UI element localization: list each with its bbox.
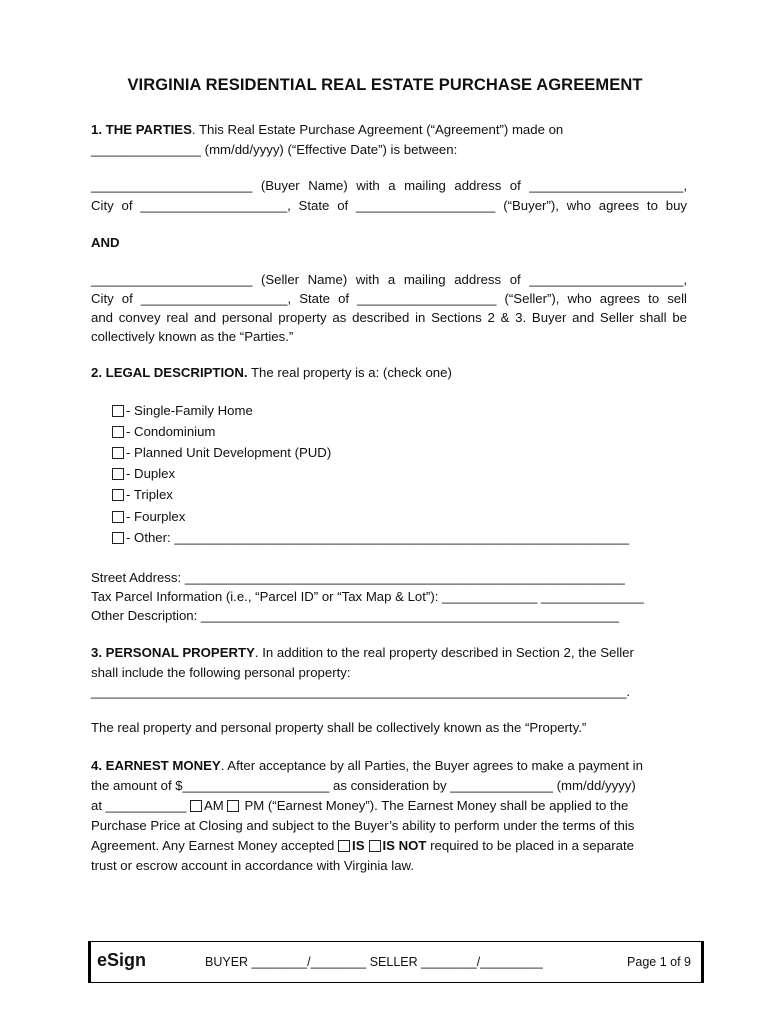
seller-line-4: collectively known as the “Parties.” bbox=[91, 329, 294, 344]
buyer-line-2[interactable]: City of ____________________, State of ___________________ (“Buyer”), who agrees to buy bbox=[91, 198, 687, 213]
section-4-line-3: at ___________ AM PM (“Earnest Money”). The Earnest Money shall be applied to the bbox=[91, 798, 629, 813]
document-title: VIRGINIA RESIDENTIAL REAL ESTATE PURCHASE AGREEMENT bbox=[127, 76, 643, 94]
page-footer bbox=[88, 941, 704, 983]
street-address-field[interactable]: Street Address: ____________________________________________________________ bbox=[91, 570, 625, 585]
pm-checkbox[interactable] bbox=[227, 800, 239, 812]
section-3-heading: 3. PERSONAL PROPERTY bbox=[91, 645, 255, 660]
page-number: Page 1 of 9 bbox=[627, 955, 691, 969]
seller-line-2[interactable]: City of ____________________, State of ___________________ (“Seller”), who agrees to sell bbox=[91, 291, 687, 306]
esign-logo: eSign bbox=[97, 950, 147, 970]
section-3-line-2: shall include the following personal property: bbox=[91, 665, 351, 680]
other-description-field[interactable]: Other Description: _________________________________________________________ bbox=[91, 608, 619, 623]
section-3-line-1: 3. PERSONAL PROPERTY. In addition to the real property described in Section 2, the Seller bbox=[91, 645, 634, 660]
section-4-line-2[interactable]: the amount of $____________________ as consideration by ______________ (mm/dd/yyyy) bbox=[91, 778, 636, 793]
checkbox[interactable] bbox=[112, 447, 124, 459]
and-label: AND bbox=[91, 235, 120, 250]
section-4-line-4: Purchase Price at Closing and subject to the Buyer’s ability to perform under the terms of this bbox=[91, 818, 635, 833]
is-checkbox[interactable] bbox=[338, 840, 350, 852]
am-checkbox[interactable] bbox=[190, 800, 202, 812]
section-1-line-1: 1. THE PARTIES. This Real Estate Purchase Agreement (“Agreement”) made on bbox=[91, 122, 564, 137]
checkbox[interactable] bbox=[112, 468, 124, 480]
tax-parcel-field[interactable]: Tax Parcel Information (i.e., “Parcel ID” or “Tax Map & Lot”): _____________ ______________ bbox=[91, 589, 644, 604]
option-condominium[interactable]: - Condominium bbox=[112, 423, 215, 441]
section-2-line: 2. LEGAL DESCRIPTION. The real property is a: (check one) bbox=[91, 365, 452, 380]
checkbox[interactable] bbox=[112, 426, 124, 438]
property-note: The real property and personal property shall be collectively known as the “Property.” bbox=[91, 720, 587, 735]
option-other[interactable]: - Other: ______________________________________________________________ bbox=[112, 529, 629, 547]
option-single-family[interactable]: - Single-Family Home bbox=[112, 402, 253, 420]
option-duplex[interactable]: - Duplex bbox=[112, 465, 175, 483]
section-4-heading: 4. EARNEST MONEY bbox=[91, 758, 221, 773]
section-4-line-1: 4. EARNEST MONEY. After acceptance by all Parties, the Buyer agrees to make a payment in bbox=[91, 758, 643, 773]
section-2-heading: 2. LEGAL DESCRIPTION. bbox=[91, 365, 248, 380]
option-fourplex[interactable]: - Fourplex bbox=[112, 508, 185, 526]
section-1-heading: 1. THE PARTIES bbox=[91, 122, 192, 137]
buyer-line-1[interactable]: ______________________ (Buyer Name) with a mailing address of _____________________, bbox=[91, 178, 687, 193]
initials-line[interactable]: BUYER ________/________ SELLER ________/_________ bbox=[205, 955, 543, 969]
option-triplex[interactable]: - Triplex bbox=[112, 486, 173, 504]
checkbox[interactable] bbox=[112, 405, 124, 417]
section-4-line-5: Agreement. Any Earnest Money accepted IS IS NOT required to be placed in a separate bbox=[91, 838, 634, 853]
checkbox[interactable] bbox=[112, 532, 124, 544]
seller-line-1[interactable]: ______________________ (Seller Name) with a mailing address of _____________________, bbox=[91, 272, 687, 287]
checkbox[interactable] bbox=[112, 511, 124, 523]
section-4-line-6: trust or escrow account in accordance with Virginia law. bbox=[91, 858, 415, 873]
section-1-line-2[interactable]: _______________ (mm/dd/yyyy) (“Effective Date”) is between: bbox=[91, 142, 458, 157]
checkbox[interactable] bbox=[112, 489, 124, 501]
is-not-checkbox[interactable] bbox=[369, 840, 381, 852]
seller-line-3: and convey real and personal property as described in Sections 2 & 3. Buyer and Seller shall be bbox=[91, 310, 687, 325]
option-pud[interactable]: - Planned Unit Development (PUD) bbox=[112, 444, 331, 462]
personal-property-field[interactable]: _________________________________________________________________________. bbox=[91, 684, 631, 699]
